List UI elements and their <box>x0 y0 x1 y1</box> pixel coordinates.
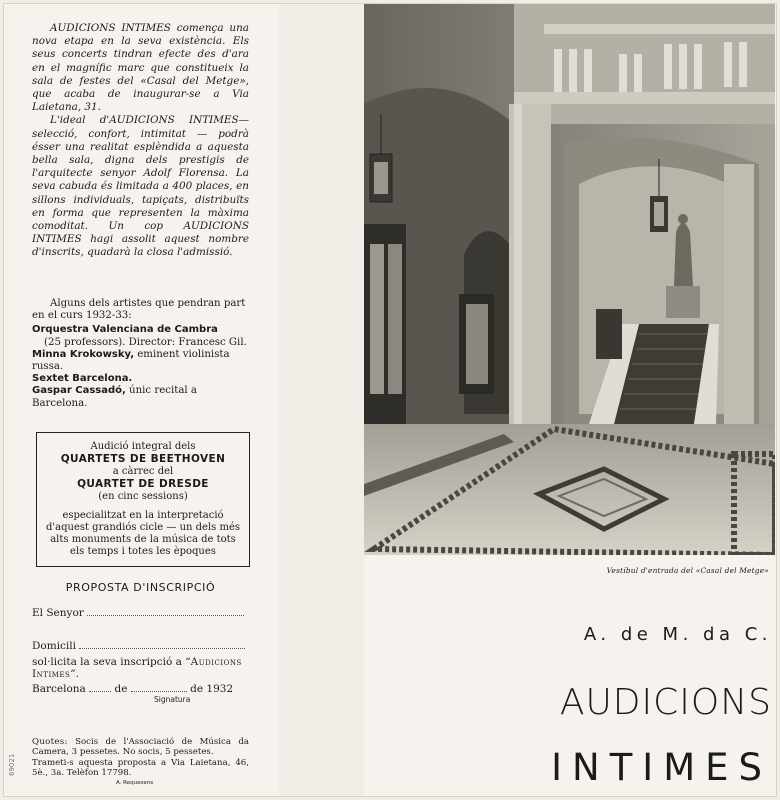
senyor-field[interactable] <box>87 614 244 616</box>
artist-name: Gaspar Cassadó, <box>32 385 126 397</box>
box-line-5: (en cinc sessions) <box>98 491 188 502</box>
artist-name: Sextet Barcelona. <box>32 373 133 385</box>
box-line-4: QUARTET DE DRESDE <box>77 478 209 490</box>
cover-title-line-2: INTIMES <box>551 746 772 789</box>
senyor-row <box>32 607 249 619</box>
artists-list <box>32 298 249 410</box>
date-row <box>32 683 249 695</box>
quotes-block <box>32 737 249 779</box>
artist-detail: eminent violinista russa. <box>32 348 230 373</box>
box-line-2: QUARTETS DE BEETHOVEN <box>60 453 226 465</box>
quotes-text: Socis de l'Associació de Música da Camera, 3 pessetes. No socis, 5 pessetes. <box>32 737 249 758</box>
form-title: PROPOSTA D'INSCRIPCIÓ <box>65 581 216 594</box>
printer-credit: A. Requesens <box>116 780 154 786</box>
de-label: de <box>114 683 128 695</box>
domicili-row <box>32 640 249 652</box>
archive-stamp: 69021 <box>8 753 16 776</box>
domicili-field[interactable] <box>79 647 245 649</box>
box-description: especialitzat en la interpretació d'aquest grandiós cicle — un dels més alts monuments de la música de tots els temps i totes les èpoques <box>45 510 240 557</box>
brochure-sheet <box>4 4 776 796</box>
year-label: de 1932 <box>190 683 234 695</box>
intro-paragraph-1: AUDICIONS INTIMES comença una nova etapa en la seva existència. Els seus concerts tindran efecte des d'ara en el magnífic marc que constitueix la sala de festes del «Casal del Metge», que acaba de inaugurar-se a Via Laietana, 31. <box>32 22 249 114</box>
senyor-label: El Senyor <box>32 607 84 619</box>
sollicita-end: ”. <box>70 668 79 680</box>
artists-intro: Alguns dels artistes que pendran part en el curs 1932-33: <box>32 298 246 322</box>
sollicita-row <box>32 656 249 680</box>
artist-item <box>32 349 249 373</box>
right-panel <box>364 4 776 796</box>
author-initials: A. de M. da C. <box>583 624 772 645</box>
barcelona-label: Barcelona <box>32 683 86 695</box>
fold-panel <box>279 4 365 796</box>
left-panel <box>4 4 280 796</box>
signatura-label: Signatura <box>154 695 191 704</box>
vestibule-illustration <box>364 4 775 555</box>
artist-detail: (25 professors). Director: Francesc Gil. <box>44 336 247 348</box>
artist-item <box>32 373 249 385</box>
day-field[interactable] <box>89 690 111 692</box>
quotes-address: Trameti-s aquesta proposta a Via Laietana, 46, 5è., 3a. Telèfon 17798. <box>32 757 249 779</box>
artist-name: Minna Krokowsky, <box>32 348 135 360</box>
quotes-label: Quotes: <box>32 737 68 747</box>
photo-caption: Vestíbul d'entrada del «Casal del Metge» <box>606 566 769 575</box>
artist-item <box>32 385 249 409</box>
month-field[interactable] <box>131 690 187 692</box>
beethoven-box <box>36 432 250 567</box>
artist-item <box>32 324 249 348</box>
box-line-1: Audició integral dels <box>90 441 196 452</box>
audicions-intimes-text: Audicions Intimes <box>32 656 242 680</box>
vestibule-photo <box>364 4 775 555</box>
artist-detail: únic recital a Barcelona. <box>32 385 197 409</box>
box-line-3: a càrrec del <box>112 466 174 477</box>
intro-paragraph-2: L'ideal d'AUDICIONS INTIMES— selecció, confort, intimitat — podrà ésser una realitat esplèndida a aquesta bella sala, digna dels prestigis de l'arquitecte senyor Adolf Florensa. La seva cabuda és limitada a 400 places, en sillons individuals, tapiçats, distribuïts en forma que representen la màxima comoditat. Un cop AUDICIONS INTIMES hagi assolit aquest nombre d'inscrits, quadarà la closa l'admissió. <box>32 114 249 259</box>
intro-text <box>32 22 249 260</box>
domicili-label: Domicili <box>32 640 77 652</box>
artist-name: Orquestra Valenciana de Cambra <box>32 324 218 336</box>
cover-title-line-1: AUDICIONS <box>559 682 772 723</box>
sollicita-text: sol·licita la seva inscripció a “ <box>32 656 191 668</box>
